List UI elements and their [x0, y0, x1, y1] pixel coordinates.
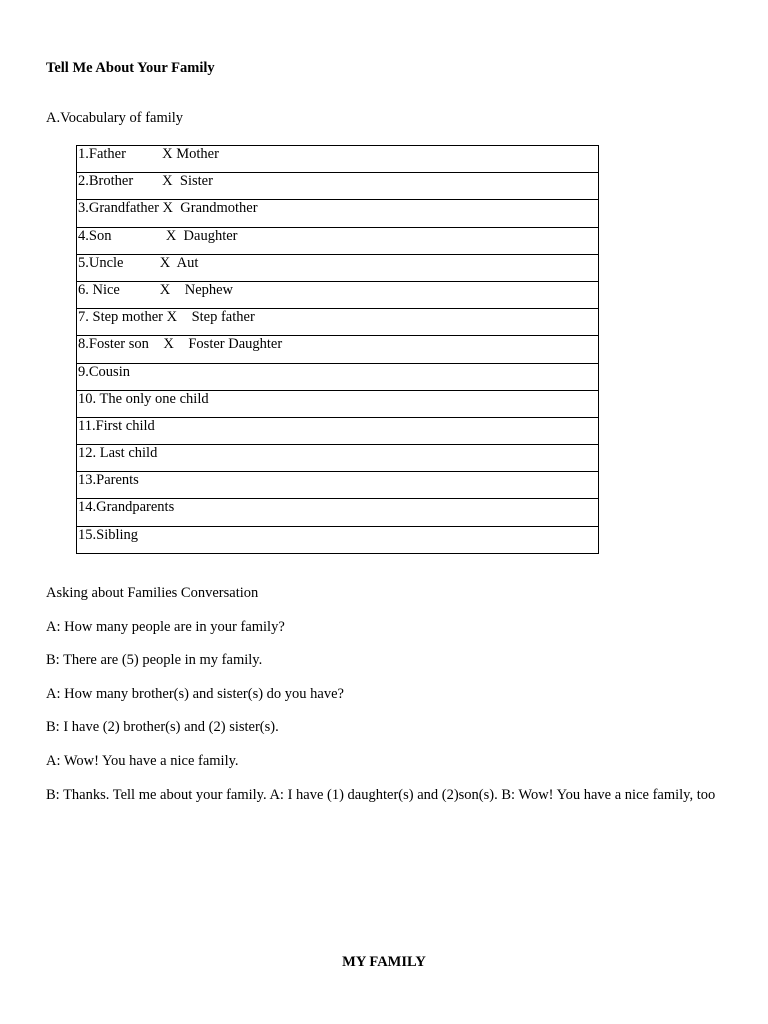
table-row	[77, 254, 599, 281]
table-row	[77, 173, 599, 200]
conversation-line: B: Thanks. Tell me about your family. A: I have (1) daughter(s) and (2)son(s). B: Wow! You have a nice family, too	[46, 787, 716, 803]
vocabulary-cell	[77, 363, 599, 390]
vocabulary-item: 13.Parents	[78, 472, 139, 489]
vocabulary-section-heading: A.Vocabulary of family	[46, 110, 184, 126]
conversation-line: A: How many brother(s) and sister(s) do you have?	[46, 686, 344, 702]
conversation-line: B: There are (5) people in my family.	[46, 652, 263, 668]
vocabulary-cell	[77, 146, 599, 173]
table-row	[77, 472, 599, 499]
conversation-line: A: How many people are in your family?	[46, 619, 285, 635]
table-row	[77, 281, 599, 308]
vocabulary-cell	[77, 254, 599, 281]
vocabulary-cell	[77, 227, 599, 254]
vocabulary-cell	[77, 309, 599, 336]
document-title: Tell Me About Your Family	[46, 60, 215, 76]
vocabulary-item: 4.Son X Daughter	[78, 227, 238, 244]
vocabulary-cell	[77, 281, 599, 308]
vocabulary-cell	[77, 173, 599, 200]
vocabulary-item: 2.Brother X Sister	[78, 173, 213, 190]
conversation-heading: Asking about Families Conversation	[46, 585, 259, 601]
vocabulary-item: 14.Grandparents	[78, 499, 175, 516]
vocabulary-item: 3.Grandfather X Grandmother	[78, 200, 258, 217]
vocabulary-cell	[77, 390, 599, 417]
vocabulary-cell	[77, 472, 599, 499]
table-row	[77, 336, 599, 363]
vocabulary-item: 12. Last child	[78, 445, 158, 462]
table-row	[77, 445, 599, 472]
vocabulary-item: 8.Foster son X Foster Daughter	[78, 336, 283, 353]
vocabulary-item: 7. Step mother X Step father	[78, 309, 255, 326]
vocabulary-item: 11.First child	[78, 417, 155, 434]
vocabulary-item: 5.Uncle X Aut	[78, 254, 199, 271]
vocabulary-item: 1.Father X Mother	[78, 146, 219, 162]
vocabulary-cell	[77, 499, 599, 526]
table-row	[77, 417, 599, 444]
table-row	[77, 499, 599, 526]
vocabulary-cell	[77, 526, 599, 553]
vocabulary-item: 10. The only one child	[78, 390, 209, 407]
table-row	[77, 227, 599, 254]
vocabulary-item: 6. Nice X Nephew	[78, 281, 234, 298]
footer-title: MY FAMILY	[342, 954, 426, 970]
table-row	[77, 526, 599, 553]
conversation-line: A: Wow! You have a nice family.	[46, 753, 239, 769]
vocabulary-table	[76, 145, 599, 554]
conversation-line: B: I have (2) brother(s) and (2) sister(s).	[46, 719, 279, 735]
vocabulary-cell	[77, 445, 599, 472]
table-row	[77, 200, 599, 227]
vocabulary-item: 15.Sibling	[78, 526, 139, 543]
vocabulary-item: 9.Cousin	[78, 363, 130, 380]
table-row	[77, 363, 599, 390]
vocabulary-cell	[77, 336, 599, 363]
table-row	[77, 309, 599, 336]
vocabulary-cell	[77, 417, 599, 444]
table-row	[77, 146, 599, 173]
table-row	[77, 390, 599, 417]
vocabulary-cell	[77, 200, 599, 227]
